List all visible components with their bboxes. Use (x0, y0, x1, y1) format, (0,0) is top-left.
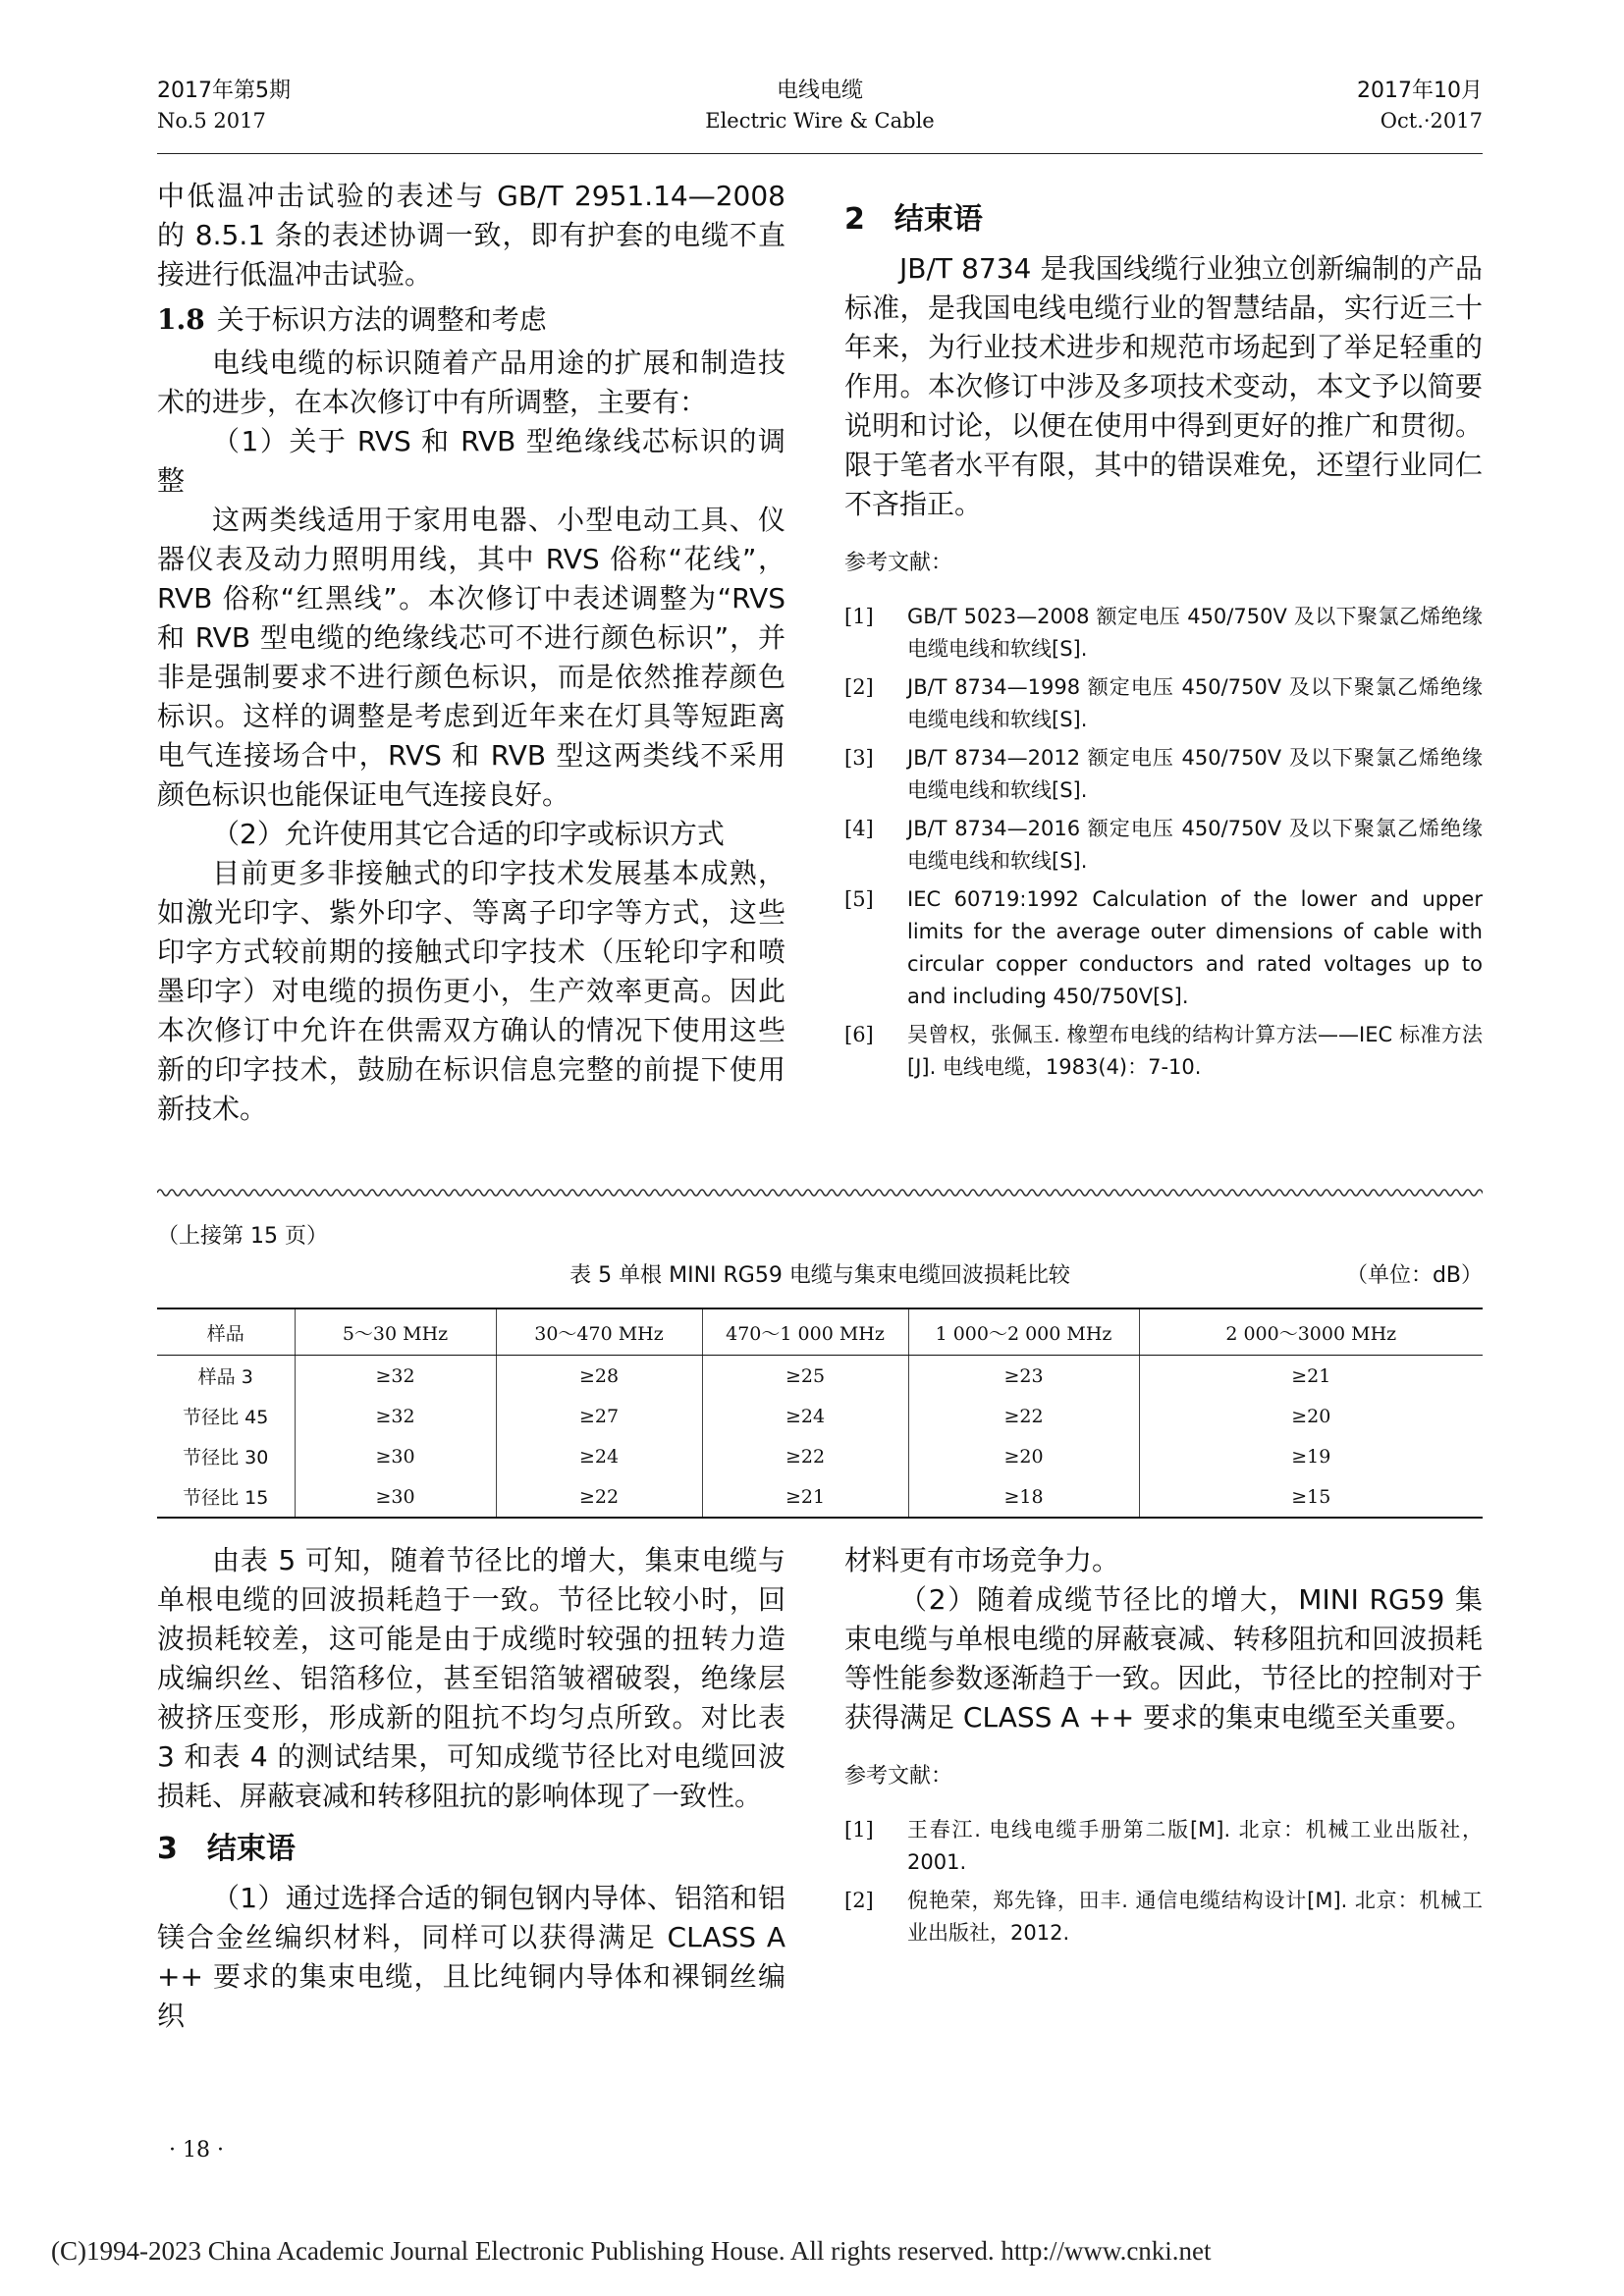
reference-number: [4] (844, 817, 874, 840)
reference-item (844, 742, 1483, 807)
reference-item (844, 1814, 1483, 1879)
reference-number: [2] (844, 675, 874, 699)
table-cell: ≥24 (496, 1436, 702, 1476)
references-list (844, 601, 1483, 1084)
section-title: 结束语 (893, 202, 983, 237)
reference-text: JB/T 8734—2012 额定电压 450/750V 及以下聚氯乙烯绝缘电缆电线和软线[S]. (907, 746, 1483, 802)
table-cell: ≥21 (1139, 1356, 1483, 1397)
table-cell: ≥25 (702, 1356, 908, 1397)
column-header: 样品 (157, 1308, 295, 1356)
reference-number: [5] (844, 887, 874, 911)
table-cell: ≥32 (295, 1356, 496, 1397)
table-unit: （单位：dB） (1345, 1263, 1483, 1288)
paragraph: 材料更有市场竞争力。 (844, 1544, 1120, 1576)
copyright-footer: (C)1994-2023 China Academic Journal Electronic Publishing House. All rights reserved. http://www.cnki.net (51, 2236, 1212, 2266)
column-header: 470～1 000 MHz (702, 1308, 908, 1356)
table-caption: 表 5 单根 MINI RG59 电缆与集束电缆回波损耗比较 (569, 1263, 1070, 1288)
table-cell: ≥22 (496, 1476, 702, 1518)
page-number: · 18 · (169, 2138, 224, 2163)
reference-text: 王春江. 电线电缆手册第二版[M]. 北京：机械工业出版社，2001. (907, 1818, 1483, 1874)
table-cell: ≥22 (702, 1436, 908, 1476)
table-cell: 样品 3 (197, 1366, 253, 1388)
right-column-top (844, 187, 1483, 1090)
reference-number: [1] (844, 1818, 874, 1842)
return-loss-table (157, 1308, 1483, 1519)
reference-text: IEC 60719:1992 Calculation of the lower and upper limits for the average outer dimensions of cable with circular copper conductors and rated voltages up to and including 450/750V[S]. (907, 887, 1483, 1008)
journal-title-en: Electric Wire & Cable (705, 109, 935, 133)
reference-text: JB/T 8734—2016 额定电压 450/750V 及以下聚氯乙烯绝缘电缆电线和软线[S]. (907, 817, 1483, 873)
paragraph: （2）随着成缆节径比的增大，MINI RG59 集束电缆与单根电缆的屏蔽衰减、转移阻抗和回波损耗等性能参数逐渐趋于一致。因此，节径比的控制对于获得满足 CLASS A ++ 要求的集束电缆至关重要。 (844, 1583, 1483, 1734)
reference-number: [2] (844, 1889, 874, 1912)
paragraph: 由表 5 可知，随着节径比的增大，集束电缆与单根电缆的回波损耗趋于一致。节径比较小时，回波损耗较差，这可能是由于成缆时较强的扭转力造成编织丝、铝箔移位，甚至铝箔皱褶破裂，绝缘层被挤压变形，形成新的阻抗不均匀点所致。对比表 3 和表 4 的测试结果，可知成缆节径比对电缆回波损耗、屏蔽衰减和转移阻抗的影响体现了一致性。 (157, 1544, 785, 1812)
table-cell: ≥23 (908, 1356, 1139, 1397)
date-cn: 2017年10月 (1357, 79, 1483, 103)
reference-item (844, 671, 1483, 736)
table-cell: ≥24 (702, 1396, 908, 1436)
paragraph: 电线电缆的标识随着产品用途的扩展和制造技术的进步，在本次修订中有所调整，主要有： (157, 347, 785, 418)
date-info (1357, 77, 1483, 135)
table-cell: ≥21 (702, 1476, 908, 1518)
paragraph: 这两类线适用于家用电器、小型电动工具、仪器仪表及动力照明用线，其中 RVS 俗称“花线”，RVB 俗称“红黑线”。本次修订中表述调整为“RVS 和 RVB 型电缆的绝缘线芯可不进行颜色标识”，并非是强制要求不进行颜色标识，而是依然推荐颜色标识。这样的调整是考虑到近年来在灯具等短距离电气连接场合中，RVS 和 RVB 型这两类线不采用颜色标识也能保证电气连接良好。 (157, 504, 785, 811)
journal-title (157, 77, 1483, 135)
references-list (844, 1814, 1483, 1949)
reference-item (844, 1019, 1483, 1084)
references-title: 参考文献： (844, 551, 953, 575)
section-title: 关于标识方法的调整和考虑 (216, 303, 547, 336)
column-header: 30～470 MHz (496, 1308, 702, 1356)
continued-note: （上接第 15 页） (157, 1224, 328, 1249)
table-cell: ≥19 (1139, 1436, 1483, 1476)
table-cell: ≥27 (496, 1396, 702, 1436)
reference-item (844, 883, 1483, 1013)
table-caption-row (157, 1258, 1483, 1294)
table-cell: ≥18 (908, 1476, 1139, 1518)
reference-item (844, 813, 1483, 878)
table-cell: ≥20 (1139, 1396, 1483, 1436)
date-en: Oct.·2017 (1380, 109, 1483, 133)
table-row (157, 1436, 1483, 1476)
table-row (157, 1356, 1483, 1397)
reference-number: [6] (844, 1023, 874, 1046)
reference-number: [1] (844, 605, 874, 628)
section-heading-2 (844, 200, 1483, 240)
section-title: 结束语 (206, 1832, 296, 1866)
table-cell: ≥22 (908, 1396, 1139, 1436)
left-column-bottom (157, 1541, 785, 2036)
column-header: 2 000～3000 MHz (1139, 1308, 1483, 1356)
right-column-bottom (844, 1541, 1483, 1955)
paragraph: 中低温冲击试验的表述与 GB/T 2951.14—2008 的 8.5.1 条的表述协调一致，即有护套的电缆不直接进行低温冲击试验。 (157, 180, 785, 291)
paragraph: （2）允许使用其它合适的印字或标识方式 (212, 818, 725, 850)
reference-text: 吴曾权，张佩玉. 橡塑布电线的结构计算方法——IEC 标准方法[J]. 电线电缆，1983(4)：7-10. (907, 1023, 1483, 1079)
section-heading-3 (157, 1830, 785, 1869)
table-cell: ≥15 (1139, 1476, 1483, 1518)
journal-title-cn: 电线电缆 (776, 79, 863, 103)
table-cell: ≥30 (295, 1476, 496, 1518)
table-cell: 节径比 45 (183, 1407, 269, 1428)
reference-text: GB/T 5023—2008 额定电压 450/750V 及以下聚氯乙烯绝缘电缆电线和软线[S]. (907, 605, 1483, 661)
table-cell: 节径比 30 (183, 1447, 269, 1468)
reference-number: [3] (844, 746, 874, 770)
left-column-top (157, 177, 785, 1129)
paragraph: （1）通过选择合适的铜包钢内导体、铝箔和铝镁合金丝编织材料，同样可以获得满足 CLASS A ++ 要求的集束电缆，且比纯铜内导体和裸铜丝编织 (157, 1882, 785, 2032)
table-cell: 节径比 15 (157, 1476, 295, 1518)
table-cell: ≥32 (295, 1396, 496, 1436)
section-number: 3 (157, 1832, 178, 1866)
table-header-row (157, 1308, 1483, 1356)
reference-text: JB/T 8734—1998 额定电压 450/750V 及以下聚氯乙烯绝缘电缆电线和软线[S]. (907, 675, 1483, 731)
section-number: 1.8 (157, 303, 205, 336)
paragraph: 目前更多非接触式的印字技术发展基本成熟，如激光印字、紫外印字、等离子印字等方式，这些印字方式较前期的接触式印字技术（压轮印字和喷墨印字）对电缆的损伤更小，生产效率更高。因此本次修订中允许在供需双方确认的情况下使用这些新的印字技术，鼓励在标识信息完整的前提下使用新技术。 (157, 857, 785, 1125)
table-cell: ≥20 (908, 1436, 1139, 1476)
issue-cn: 2017年第5期 (157, 79, 291, 103)
issue-en: No.5 2017 (157, 109, 266, 133)
column-header: 1 000～2 000 MHz (908, 1308, 1139, 1356)
section-number: 2 (844, 202, 865, 237)
references-title: 参考文献： (844, 1764, 953, 1789)
table-row (157, 1396, 1483, 1436)
table-cell: ≥28 (496, 1356, 702, 1397)
wave-divider (157, 1186, 1483, 1200)
reference-item (844, 1885, 1483, 1949)
reference-item (844, 601, 1483, 666)
running-header (157, 73, 1483, 154)
table-cell: ≥30 (295, 1436, 496, 1476)
table-row (157, 1476, 1483, 1518)
paragraph: JB/T 8734 是我国线缆行业独立创新编制的产品标准，是我国电线电缆行业的智慧结晶，实行近三十年来，为行业技术进步和规范市场起到了举足轻重的作用。本次修订中涉及多项技术变动，本文予以简要说明和讨论，以便在使用中得到更好的推广和贯彻。限于笔者水平有限，其中的错误难免，还望行业同仁不吝指正。 (844, 252, 1483, 520)
paragraph: （1）关于 RVS 和 RVB 型绝缘线芯标识的调整 (157, 425, 785, 497)
reference-text: 倪艳荣，郑先锋，田丰. 通信电缆结构设计[M]. 北京：机械工业出版社，2012. (907, 1889, 1483, 1945)
column-header: 5～30 MHz (295, 1308, 496, 1356)
section-heading-1-8 (157, 300, 785, 340)
